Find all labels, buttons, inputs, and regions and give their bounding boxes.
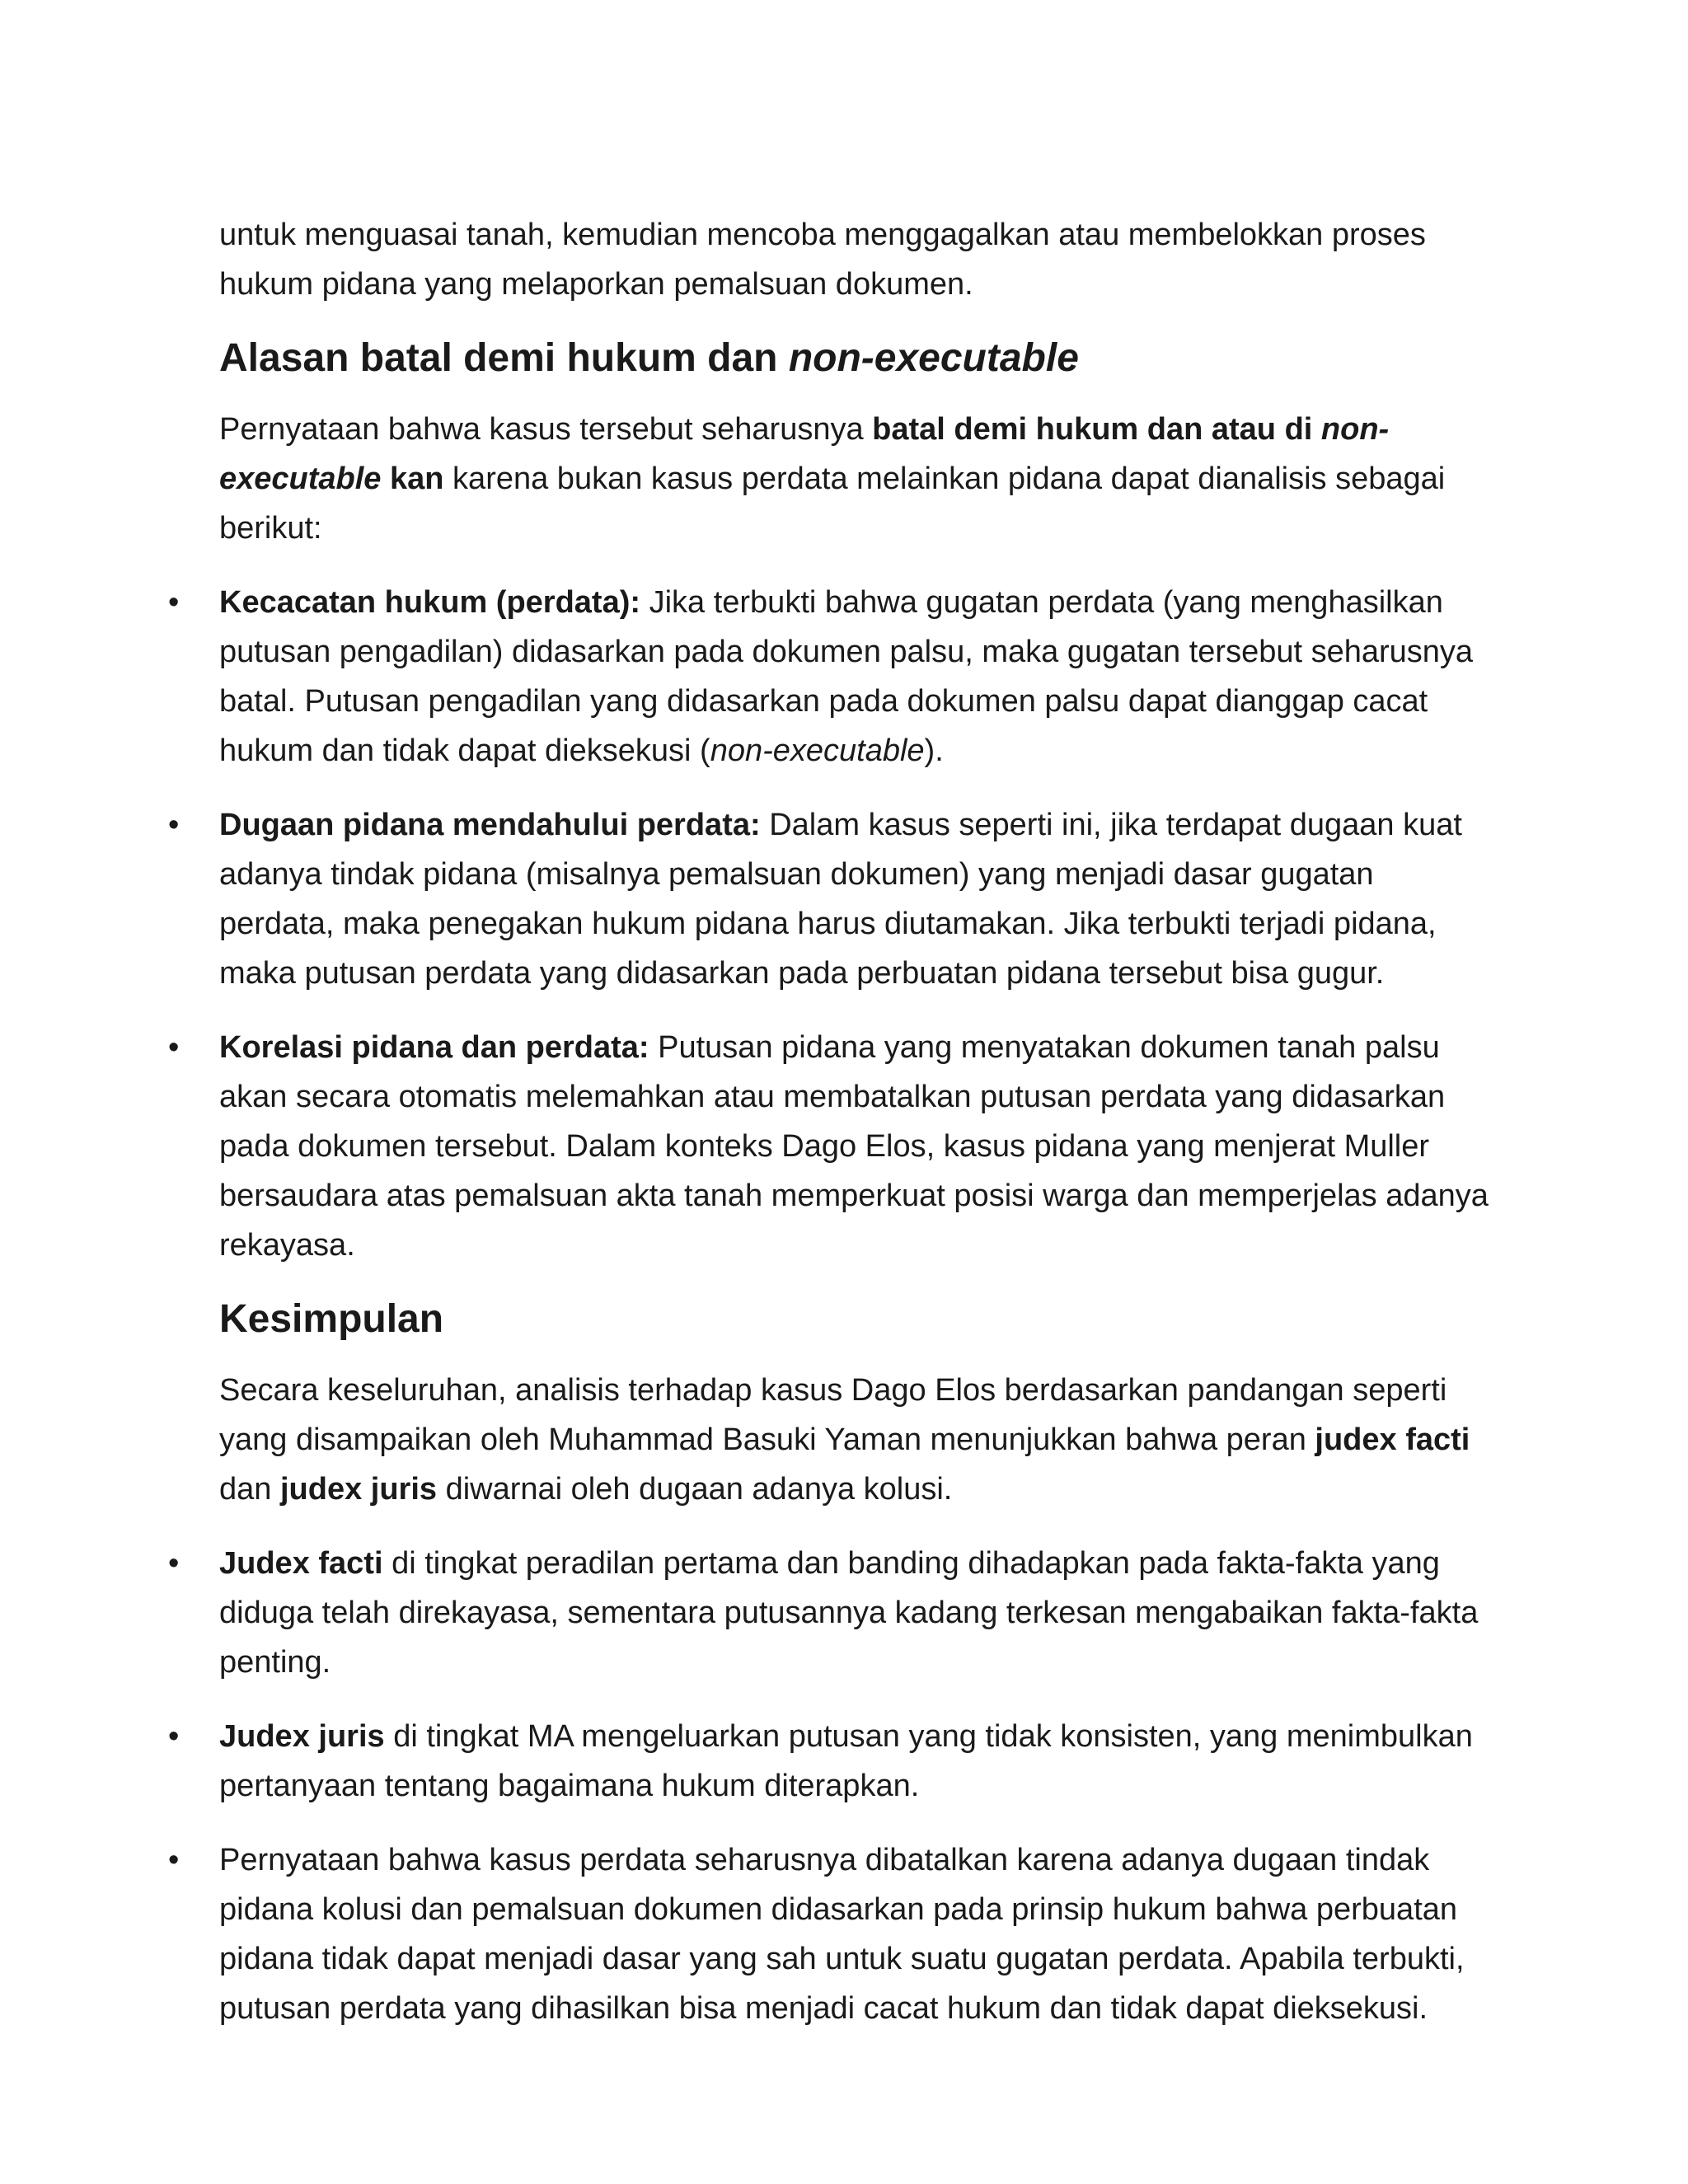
list-item [219, 800, 1489, 998]
bold-text: batal demi hukum dan atau di [872, 412, 1321, 447]
bullet-italic-text: non-executable [710, 733, 925, 768]
list-item [219, 578, 1489, 776]
list-item [219, 1712, 1489, 1811]
text: diwarnai oleh dugaan adanya kolusi. [437, 1472, 953, 1507]
section-heading-kesimpulan: Kesimpulan [219, 1297, 444, 1341]
bullet-icon [168, 578, 179, 627]
heading-italic-text: non-executable [788, 336, 1079, 380]
bold-italic-text: non-executable [219, 412, 1390, 496]
section1-paragraph [219, 405, 1489, 553]
bullet-text: di tingkat peradilan pertama dan banding dihadapkan pada fakta-fakta yang diduga telah direkayasa, sementara putusannya kadang terkesan mengabaikan fakta-fakta penting. [219, 1546, 1479, 1680]
bullet-text: Jika terbukti bahwa gugatan perdata (yang menghasilkan putusan pengadilan) didasarkan pada dokumen palsu, maka gugatan tersebut seharusnya batal. Putusan pengadilan yang didasarkan pada dokumen palsu dapat dianggap cacat hukum dan tidak dapat dieksekusi ( [219, 585, 1474, 768]
bullet-icon [168, 800, 179, 850]
intro-text: untuk menguasai tanah, kemudian mencoba menggagalkan atau membelokkan proses hukum pidana yang melaporkan pemalsuan dokumen. [219, 218, 1426, 302]
text: karena bukan kasus perdata melainkan pidana dapat dianalisis sebagai berikut: [219, 462, 1446, 546]
bold-text: judex juris [279, 1472, 438, 1507]
bullet-icon [168, 1835, 179, 1885]
bullet-text: di tingkat MA mengeluarkan putusan yang tidak konsisten, yang menimbulkan pertanyaan tentang bagaimana hukum diterapkan. [219, 1719, 1473, 1803]
bullet-label: Judex juris [219, 1719, 385, 1754]
list-item [219, 1539, 1489, 1687]
bullet-text: Pernyataan bahwa kasus perdata seharusnya dibatalkan karena adanya dugaan tindak pidana kolusi dan pemalsuan dokumen didasarkan pada prinsip hukum bahwa perbuatan pidana tidak dapat menjadi dasar yang sah untuk suatu gugatan perdata. Apabila terbukti, putusan perdata yang dihasilkan bisa menjadi cacat hukum dan tidak dapat dieksekusi. [219, 1843, 1465, 2026]
section1-bullet-list [219, 578, 1489, 1270]
section2-bullet-list [219, 1539, 1489, 2033]
bold-text: kan [381, 462, 444, 496]
bullet-icon [168, 1539, 179, 1588]
bold-text: judex facti [1315, 1422, 1470, 1457]
bullet-text: Putusan pidana yang menyatakan dokumen tanah palsu akan secara otomatis melemahkan atau membatalkan putusan perdata yang didasarkan pada dokumen tersebut. Dalam konteks Dago Elos, kasus pidana yang menjerat Muller bersaudara atas pemalsuan akta tanah memperkuat posisi warga dan memperjelas adanya rekayasa. [219, 1030, 1489, 1263]
text: dan [219, 1472, 280, 1507]
list-item [219, 1835, 1489, 2033]
text: Secara keseluruhan, analisis terhadap kasus Dago Elos berdasarkan pandangan seperti yang disampaikan oleh Muhammad Basuki Yaman menunjukkan bahwa peran [219, 1373, 1447, 1457]
section-heading-batal-demi-hukum [219, 334, 1489, 383]
bullet-text: ). [924, 733, 944, 768]
heading-text: Alasan batal demi hukum dan [219, 336, 789, 380]
section2-paragraph [219, 1366, 1489, 1514]
bullet-icon [168, 1712, 179, 1761]
bullet-label: Korelasi pidana dan perdata: [219, 1030, 649, 1065]
bullet-text: Dalam kasus seperti ini, jika terdapat dugaan kuat adanya tindak pidana (misalnya pemalsuan dokumen) yang menjadi dasar gugatan perdata, maka penegakan hukum pidana harus diutamakan. Jika terbukti terjadi pidana, maka putusan perdata yang didasarkan pada perbuatan pidana tersebut bisa gugur. [219, 808, 1462, 991]
list-item [219, 1023, 1489, 1270]
bullet-icon [168, 1023, 179, 1072]
bullet-label: Dugaan pidana mendahului perdata: [219, 808, 761, 842]
intro-paragraph [219, 210, 1489, 309]
text: Pernyataan bahwa kasus tersebut seharusnya [219, 412, 873, 447]
bullet-label: Kecacatan hukum (perdata): [219, 585, 641, 620]
bullet-label: Judex facti [219, 1546, 383, 1581]
document-body [219, 210, 1489, 2058]
